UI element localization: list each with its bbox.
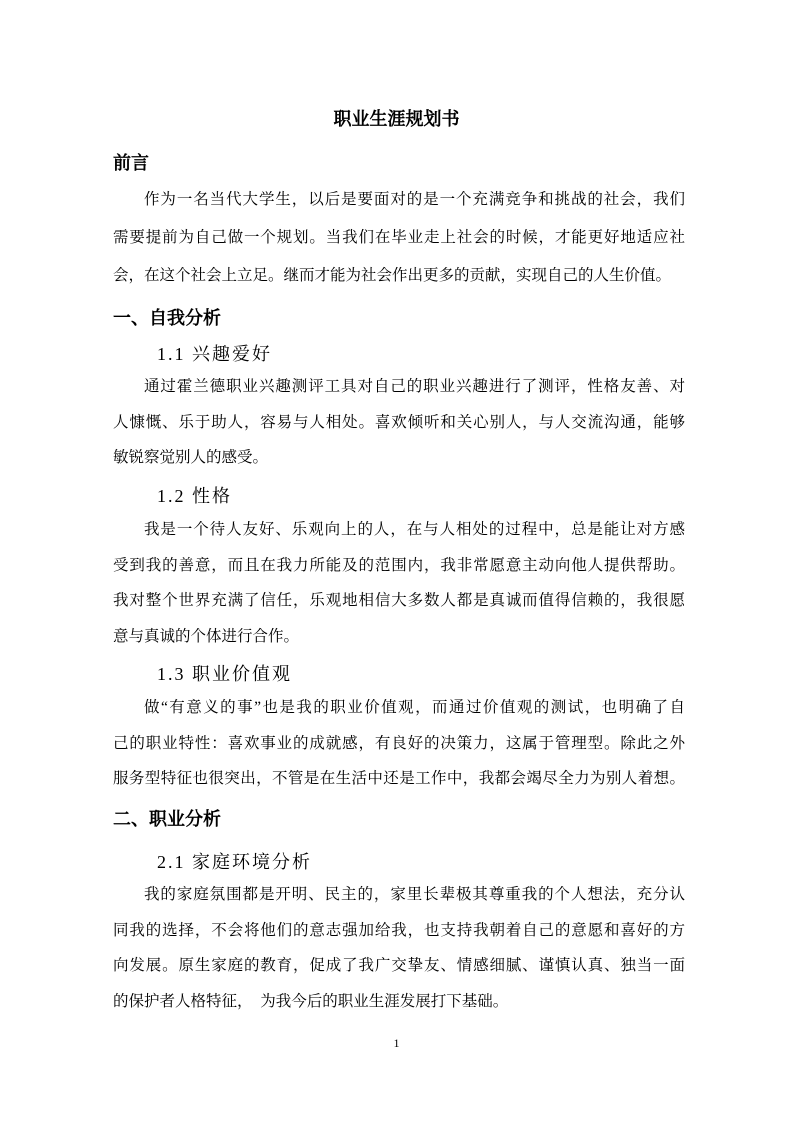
heading-career-analysis: 二、职业分析 [113, 809, 221, 830]
paragraph-career-values [113, 690, 685, 797]
page-number: 1 [393, 1036, 400, 1050]
paragraph-family-environment [113, 877, 685, 1019]
heading-interests: 1.1 兴趣爱好 [157, 344, 272, 364]
text-line: 向发展。原生家庭的教育，促成了我广交挚友、情感细腻、谨慎认真、独当一面 [113, 957, 685, 974]
text-line: 作为一名当代大学生，以后是要面对的是一个充满竞争和挑战的社会，我们 [144, 191, 685, 208]
text-line: 我是一个待人友好、乐观向上的人，在与人相处的过程中，总是能让对方感 [144, 521, 685, 538]
paragraph-personality [113, 512, 685, 654]
heading-personality: 1.2 性格 [157, 486, 232, 506]
text-line: 敏锐察觉别人的感受。 [113, 449, 269, 466]
text-line: 己的职业特性：喜欢事业的成就感，有良好的决策力，这属于管理型。除此之外 [113, 734, 685, 752]
text-line: 通过霍兰德职业兴趣测评工具对自己的职业兴趣进行了测评，性格友善、对 [144, 378, 685, 395]
text-line: 的保护者人格特征， 为我今后的职业生涯发展打下基础。 [113, 992, 509, 1010]
text-line: 我的家庭氛围都是开明、民主的，家里长辈极其尊重我的个人想法，充分认 [144, 886, 685, 903]
text-line: 服务型特征也很突出，不管是在生活中还是工作中，我都会竭尽全力为别人着想。 [113, 770, 685, 787]
text-line: 需要提前为自己做一个规划。当我们在毕业走上社会的时候，才能更好地适应社 [113, 229, 685, 246]
text-line: 会，在这个社会上立足。继而才能为社会作出更多的贡献，实现自己的人生价值。 [113, 267, 672, 284]
heading-family-environment: 2.1 家庭环境分析 [157, 852, 312, 872]
document-title: 职业生涯规划书 [333, 109, 460, 130]
heading-career-values: 1.3 职业价值观 [157, 664, 292, 684]
text-line: 同我的选择，不会将他们的意志强加给我，也支持我朝着自己的意愿和喜好的方 [113, 921, 685, 939]
text-line: 做“有意义的事”也是我的职业价值观，而通过价值观的测试，也明确了自 [144, 699, 685, 716]
text-line: 意与真诚的个体进行合作。 [113, 627, 300, 645]
text-line: 我对整个世界充满了信任，乐观地相信大多数人都是真诚而值得信赖的，我很愿 [113, 592, 685, 609]
paragraph-preface [113, 181, 685, 295]
heading-self-analysis: 一、自我分析 [113, 308, 221, 329]
paragraph-interests [113, 369, 685, 476]
text-line: 人慷慨、乐于助人，容易与人相处。喜欢倾听和关心别人，与人交流沟通，能够 [113, 413, 685, 431]
text-line: 受到我的善意，而且在我力所能及的范围内，我非常愿意主动向他人提供帮助。 [113, 556, 685, 574]
heading-preface: 前言 [113, 153, 149, 174]
